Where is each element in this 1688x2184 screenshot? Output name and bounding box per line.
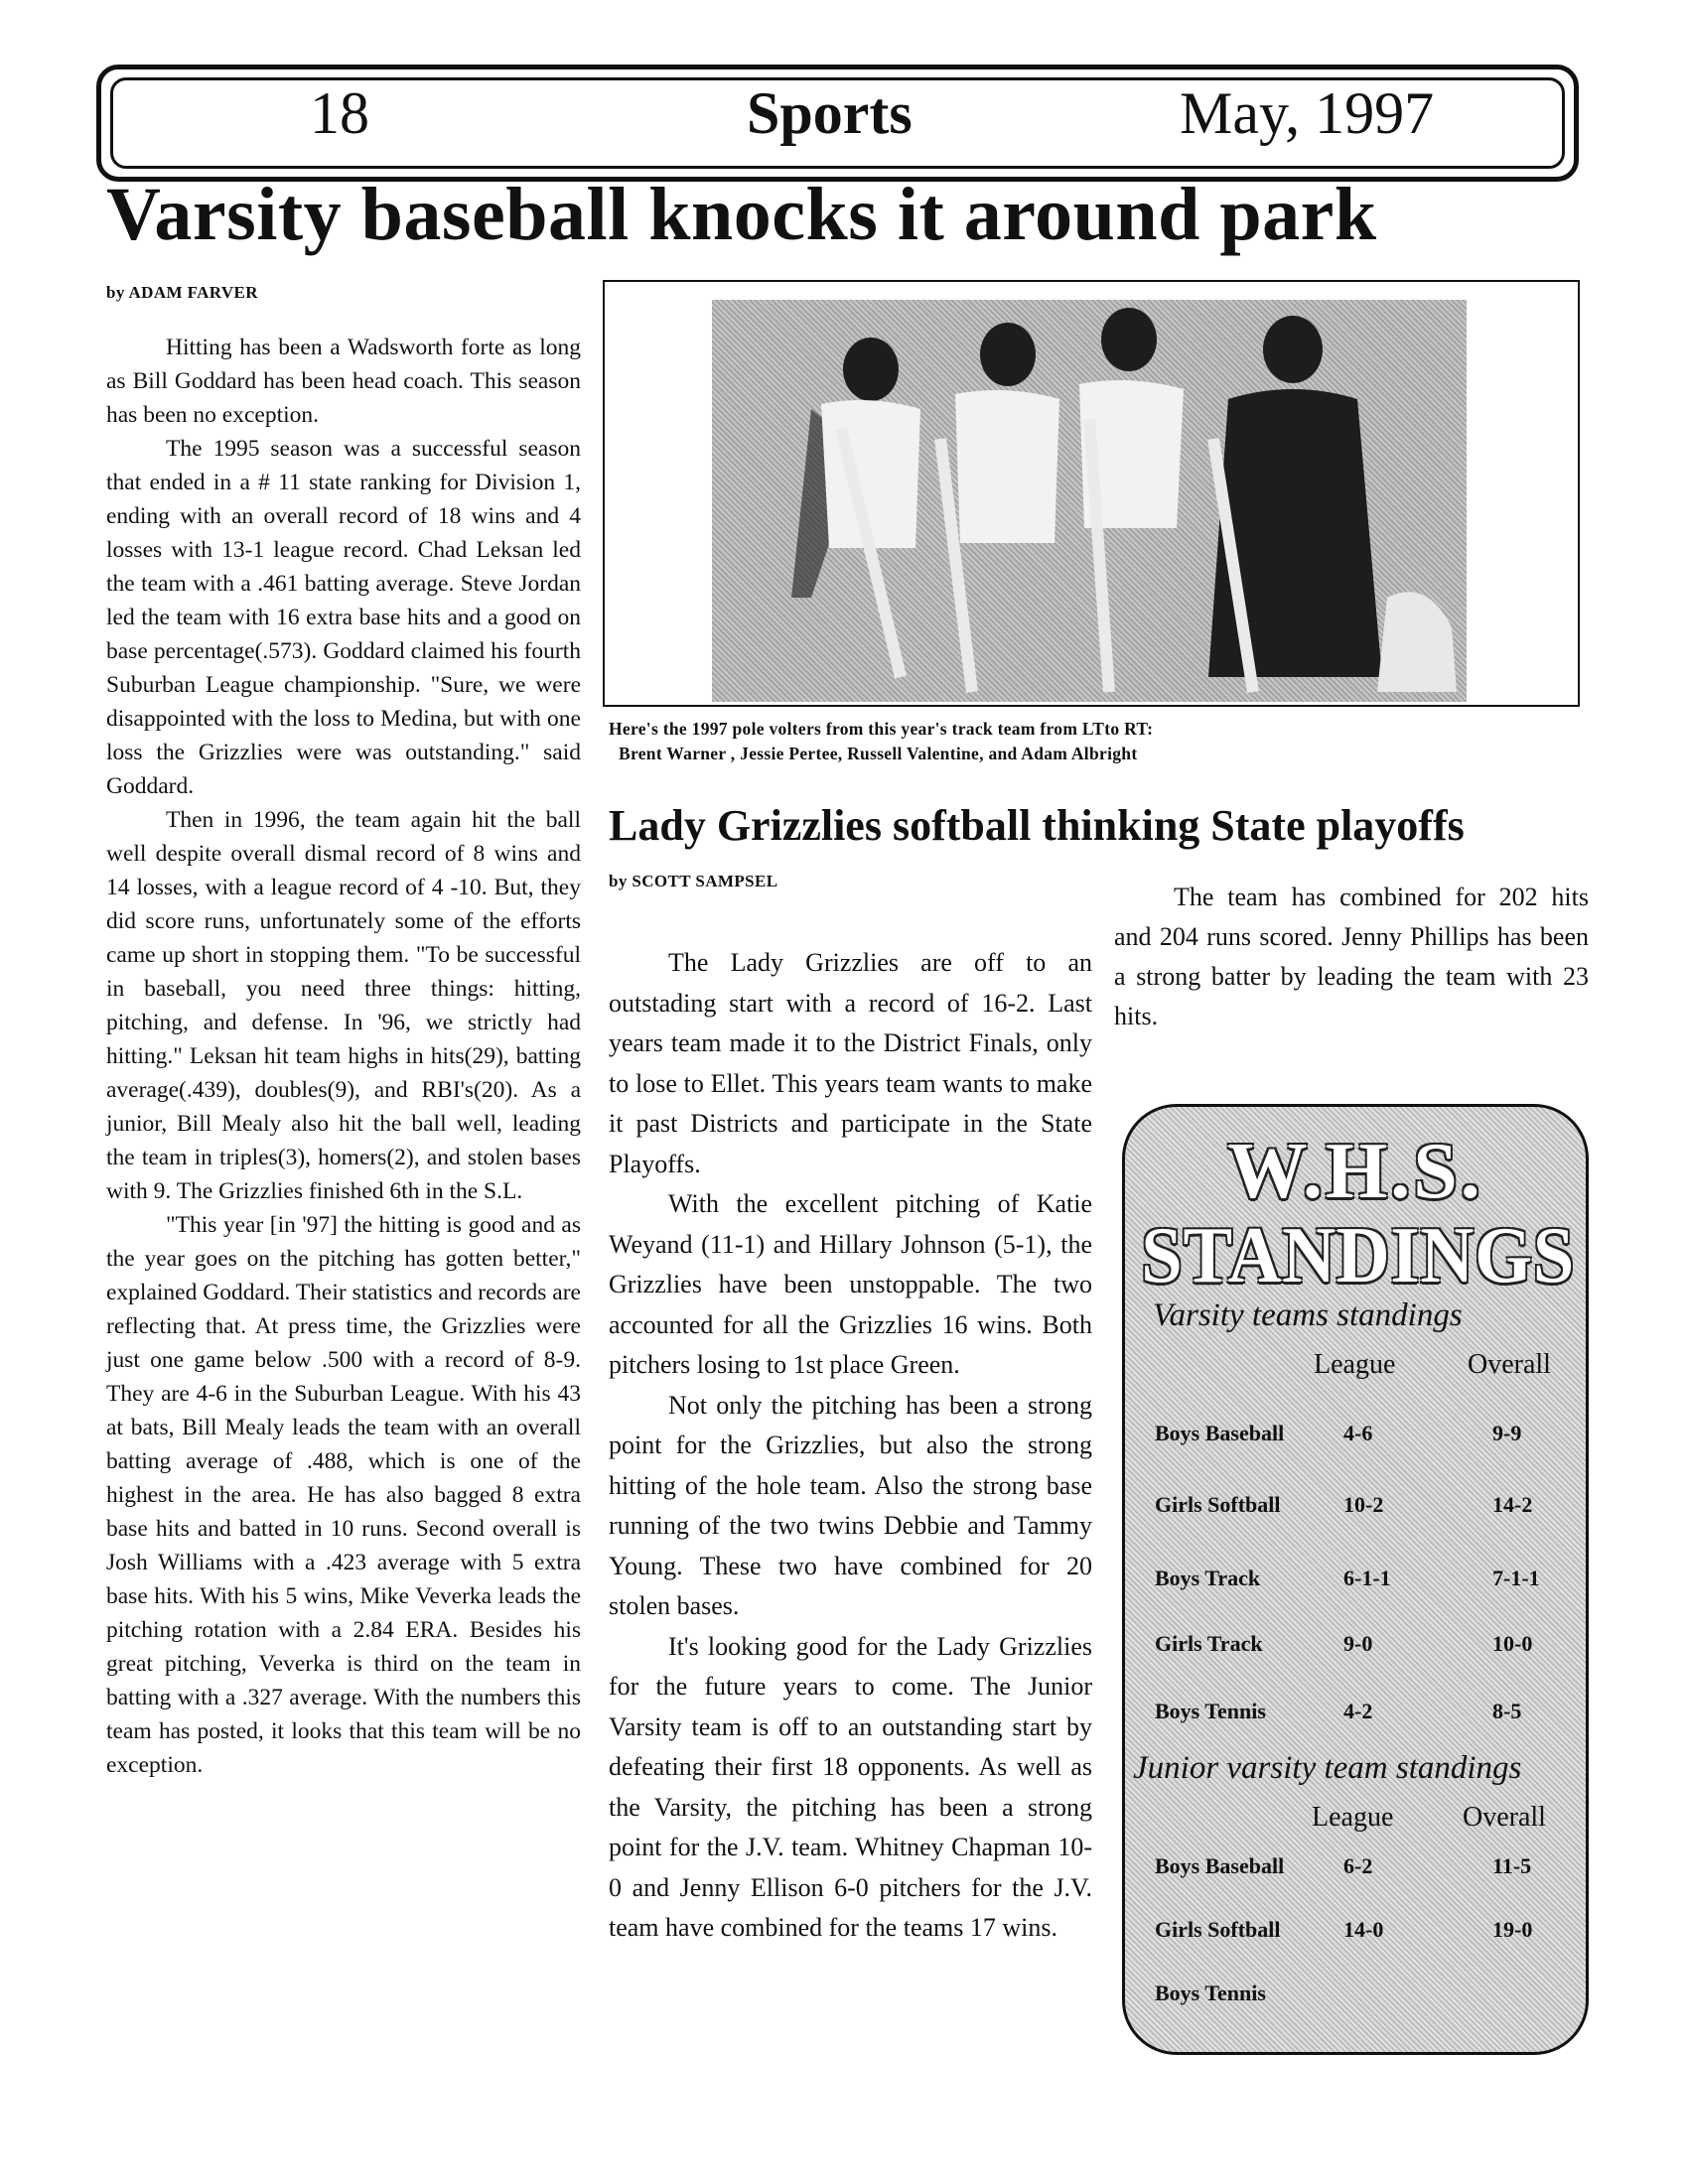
league-record: 6-2	[1343, 1853, 1373, 1878]
column-header-league: League	[1314, 1349, 1396, 1380]
overall-record: 14-2	[1492, 1492, 1533, 1517]
article-paragraph: Then in 1996, the team again hit the ball well despite overall dismal record of 8 wins and 14 losses, with a league record of 4 -10. But, they did score runs, unfortunately some of the efforts came up short in stopping them. "To be successful in baseball, you need three things: hitting, pitching, and defense. In '96, we strictly had hitting." Leksan hit team highs in hits(29), batting average(.439), doubles(9), and RBI's(20). As a junior, Bill Mealy also hit the ball well, leading the team in triples(3), homers(2), and stolen bases with 9. The Grizzlies finished 6th in the S.L.	[106, 807, 581, 1204]
standings-row	[1155, 1421, 1582, 1454]
standings-row	[1155, 1853, 1582, 1887]
overall-record: 8-5	[1492, 1699, 1522, 1723]
team-name: Boys Tennis	[1155, 1980, 1266, 2005]
varsity-standings-heading: Varsity teams standings	[1153, 1297, 1463, 1333]
article-paragraph: The team has combined for 202 hits and 204 runs scored. Jenny Phillips has been a strong batter by leading the team with 23 hits.	[1114, 883, 1589, 1030]
team-name: Boys Track	[1155, 1566, 1261, 1590]
league-record: 4-6	[1343, 1421, 1373, 1445]
main-headline: Varsity baseball knocks it around park	[106, 173, 1377, 256]
league-record: 4-2	[1343, 1699, 1373, 1723]
standings-row	[1155, 1980, 1582, 2014]
overall-record: 9-9	[1492, 1421, 1522, 1445]
page-number: 18	[310, 80, 369, 146]
caption-line: Here's the 1997 pole volters from this year's track team from LTto RT:	[609, 719, 1154, 739]
standings-row	[1155, 1492, 1582, 1526]
article-paragraph: With the excellent pitching of Katie Weyand (11-1) and Hillary Johnson (5-1), the Grizzlies have been unstoppable. The two accounted for all the Grizzlies 16 wins. Both pitchers losing to 1st place Green.	[609, 1189, 1092, 1379]
caption-line: Brent Warner , Jessie Pertee, Russell Valentine, and Adam Albright	[619, 744, 1138, 763]
jv-standings-heading: Junior varsity team standings	[1133, 1750, 1522, 1786]
overall-record: 7-1-1	[1492, 1566, 1540, 1590]
team-name: Girls Track	[1155, 1631, 1263, 1656]
standings-row	[1155, 1699, 1582, 1732]
overall-record: 11-5	[1492, 1853, 1532, 1878]
league-record: 6-1-1	[1343, 1566, 1391, 1590]
article-paragraph: The Lady Grizzlies are off to an outstading start with a record of 16-2. Last years team made it to the District Finals, only to lose to Ellet. This years team wants to make it past Districts and participate in the State Playoffs.	[609, 948, 1092, 1178]
article-paragraph: Not only the pitching has been a strong point for the Grizzlies, but also the strong hitting of the hole team. Also the strong base running of the two twins Debbie and Tammy Young. These two have combined for 20 stolen bases.	[609, 1390, 1092, 1620]
main-byline: by ADAM FARVER	[106, 283, 258, 302]
team-name: Girls Softball	[1155, 1492, 1281, 1517]
issue-date: May, 1997	[1180, 80, 1435, 146]
softball-byline: by SCOTT SAMPSEL	[609, 872, 778, 890]
team-photo	[712, 300, 1467, 702]
overall-record: 10-0	[1492, 1631, 1533, 1656]
article-paragraph: Hitting has been a Wadsworth forte as long as Bill Goddard has been head coach. This season has been no exception.	[106, 335, 581, 428]
league-record: 14-0	[1343, 1917, 1384, 1942]
photo-frame	[603, 280, 1580, 707]
team-name: Boys Baseball	[1155, 1421, 1285, 1445]
standings-row	[1155, 1917, 1582, 1951]
team-name: Boys Tennis	[1155, 1699, 1266, 1723]
standings-row	[1155, 1566, 1582, 1599]
standings-box	[1122, 1104, 1589, 2055]
column-header-league: League	[1312, 1802, 1394, 1833]
team-name: Girls Softball	[1155, 1917, 1281, 1942]
league-record: 10-2	[1343, 1492, 1384, 1517]
article-paragraph: The 1995 season was a successful season that ended in a # 11 state ranking for Division 1, ending with an overall record of 18 wins and 4 losses with 13-1 league record. Chad Leksan led the team with a .461 batting average. Steve Jordan led the team with 16 extra base hits and a good on base percentage(.573). Goddard claimed his fourth Suburban League championship. "Sure, we were disappointed with the loss to Medina, but with one loss the Grizzlies were was outstanding." said Goddard.	[106, 436, 581, 799]
overall-record: 19-0	[1492, 1917, 1533, 1942]
softball-column-right	[1114, 878, 1589, 1036]
softball-headline: Lady Grizzlies softball thinking State playoffs	[609, 801, 1465, 850]
photo-caption	[609, 717, 1522, 766]
standings-row	[1155, 1631, 1582, 1665]
section-title: Sports	[747, 80, 913, 146]
team-photo-image	[712, 300, 1467, 702]
article-paragraph: "This year [in '97] the hitting is good and as the year goes on the pitching has gotten better," explained Goddard. Their statistics and records are reflecting that. At press time, the Grizzlies were just one game below .500 with a record of 8-9. They are 4-6 in the Suburban League. With his 43 at bats, Bill Mealy leads the team with an overall batting average of .488, which is one of the highest in the area. He has also bagged 8 extra base hits and batted in 10 runs. Second overall is Josh Williams with a .423 average with 5 extra base hits. With his 5 wins, Mike Veverka leads the pitching rotation with a 2.84 ERA. Besides his great pitching, Veverka is third on the team in batting with a .327 average. With the numbers this team has posted, it looks that this team will be no exception.	[106, 1212, 581, 1778]
main-article-body	[106, 331, 581, 1782]
team-name: Boys Baseball	[1155, 1853, 1285, 1878]
standings-title-line2: STANDINGS	[1141, 1212, 1576, 1299]
column-header-overall: Overall	[1463, 1802, 1546, 1833]
article-paragraph: It's looking good for the Lady Grizzlies for the future years to come. The Junior Varsity team is off to an outstanding start by defeating their first 18 opponents. As well as the Varsity, the pitching has been a strong point for the J.V. team. Whitney Chapman 10-0 and Jenny Ellison 6-0 pitchers for the J.V. team have combined for the teams 17 wins.	[609, 1631, 1092, 1942]
standings-title-line1: W.H.S.	[1227, 1128, 1483, 1215]
column-header-overall: Overall	[1468, 1349, 1551, 1380]
league-record: 9-0	[1343, 1631, 1373, 1656]
softball-column-left	[609, 943, 1092, 1949]
